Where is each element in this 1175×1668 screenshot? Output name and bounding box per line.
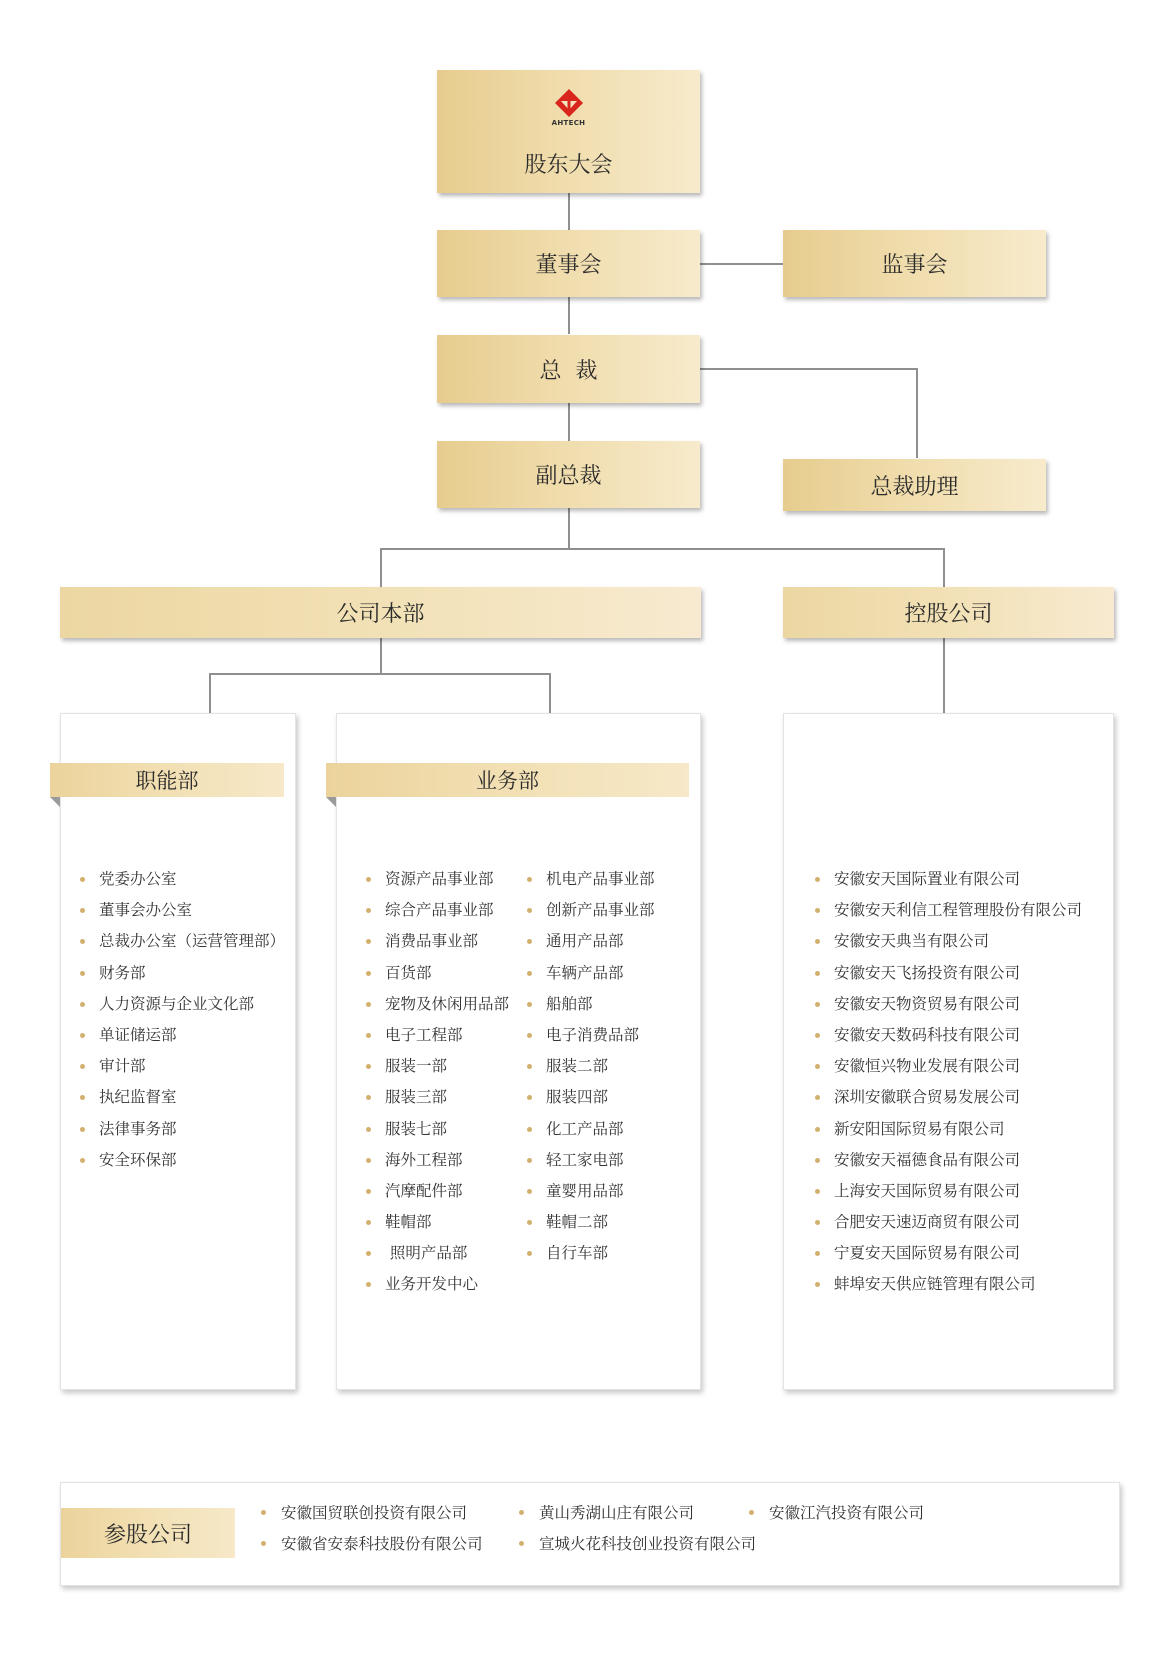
business-department-item: 化工产品部	[527, 1114, 655, 1145]
business-department-item: 消费品事业部	[366, 926, 509, 957]
holding-company-item: 新安阳国际贸易有限公司	[815, 1114, 1082, 1145]
business-department-item: 海外工程部	[366, 1145, 509, 1176]
logo-text: AHTECH	[551, 119, 586, 127]
business-department-item: 服装一部	[366, 1051, 509, 1082]
business-department-item: 服装四部	[527, 1082, 655, 1113]
business-department-item: 业务开发中心	[366, 1269, 509, 1300]
business-department-item: 车辆产品部	[527, 958, 655, 989]
connector-line	[380, 548, 945, 550]
business-department-item: 自行车部	[527, 1238, 655, 1269]
holding-company-item: 深圳安徽联合贸易发展公司	[815, 1082, 1082, 1113]
business-department-item: 鞋帽二部	[527, 1207, 655, 1238]
holding-company-item: 蚌埠安天供应链管理有限公司	[815, 1269, 1082, 1300]
connector-line	[943, 548, 945, 587]
connector-line	[943, 637, 945, 713]
business-department-item: 创新产品事业部	[527, 895, 655, 926]
functional-departments-panel	[60, 713, 296, 1390]
business-department-item: 宠物及休闲用品部	[366, 989, 509, 1020]
business-departments-title: 业务部	[326, 763, 689, 797]
holding-company-item: 上海安天国际贸易有限公司	[815, 1176, 1082, 1207]
holding-company-item: 安徽安天数码科技有限公司	[815, 1020, 1082, 1051]
business-department-item: 童婴用品部	[527, 1176, 655, 1207]
business-department-item: 服装二部	[527, 1051, 655, 1082]
holding-company-item: 安徽安天飞扬投资有限公司	[815, 958, 1082, 989]
holding-companies-list	[815, 864, 1082, 1301]
functional-department-item: 执纪监督室	[80, 1082, 285, 1113]
holding-company-item: 安徽恒兴物业发展有限公司	[815, 1051, 1082, 1082]
holding-company-item: 合肥安天速迈商贸有限公司	[815, 1207, 1082, 1238]
connector-line	[568, 402, 570, 441]
business-department-item: 服装七部	[366, 1114, 509, 1145]
functional-department-item: 法律事务部	[80, 1114, 285, 1145]
business-department-item: 电子工程部	[366, 1020, 509, 1051]
business-department-item: 船舶部	[527, 989, 655, 1020]
holding-company-item: 安徽安天物资贸易有限公司	[815, 989, 1082, 1020]
holding-company-item: 安徽安天国际置业有限公司	[815, 864, 1082, 895]
participating-companies-title: 参股公司	[61, 1508, 235, 1558]
functional-department-item: 人力资源与企业文化部	[80, 989, 285, 1020]
connector-line	[568, 192, 570, 230]
supervisors-node: 监事会	[783, 230, 1046, 297]
business-departments-list-left	[366, 864, 509, 1301]
board-node: 董事会	[437, 230, 700, 297]
participating-company-item: 安徽省安泰科技股份有限公司	[261, 1534, 483, 1554]
participating-company-item: 宣城火花科技创业投资有限公司	[519, 1534, 756, 1554]
holding-company-item: 安徽安天典当有限公司	[815, 926, 1082, 957]
connector-line	[568, 296, 570, 334]
participating-company-item: 安徽国贸联创投资有限公司	[261, 1503, 467, 1523]
holding-company-item: 安徽安天利信工程管理股份有限公司	[815, 895, 1082, 926]
functional-department-item: 安全环保部	[80, 1145, 285, 1176]
business-department-item: 服装三部	[366, 1082, 509, 1113]
connector-line	[568, 507, 570, 549]
connector-line	[916, 368, 918, 458]
holding-companies-panel	[783, 713, 1114, 1390]
connector-line	[380, 637, 382, 674]
functional-department-item: 单证储运部	[80, 1020, 285, 1051]
company-logo	[437, 88, 700, 127]
functional-department-item: 董事会办公室	[80, 895, 285, 926]
business-department-item: 电子消费品部	[527, 1020, 655, 1051]
tab-fold	[326, 797, 336, 807]
business-department-item: 轻工家电部	[527, 1145, 655, 1176]
participating-company-item: 安徽江汽投资有限公司	[749, 1503, 924, 1523]
functional-department-item: 审计部	[80, 1051, 285, 1082]
headquarters-node: 公司本部	[60, 587, 701, 638]
participating-company-item: 黄山秀湖山庄有限公司	[519, 1503, 694, 1523]
functional-department-item: 总裁办公室（运营管理部）	[80, 926, 285, 957]
president-assistant-node: 总裁助理	[783, 459, 1046, 511]
business-department-item: 百货部	[366, 958, 509, 989]
shareholders-meeting-node	[437, 70, 700, 193]
connector-line	[380, 548, 382, 587]
functional-departments-title: 职能部	[50, 763, 284, 797]
participating-companies-panel	[60, 1482, 1120, 1586]
connector-line	[549, 673, 551, 713]
shareholders-meeting-label: 股东大会	[524, 153, 613, 178]
business-department-item: 资源产品事业部	[366, 864, 509, 895]
functional-department-item: 财务部	[80, 958, 285, 989]
connector-line	[700, 368, 917, 370]
holding-companies-node: 控股公司	[783, 587, 1114, 638]
tab-fold	[50, 797, 60, 807]
vice-president-node: 副总裁	[437, 441, 700, 508]
business-department-item: 综合产品事业部	[366, 895, 509, 926]
connector-line	[209, 673, 211, 713]
functional-department-item: 党委办公室	[80, 864, 285, 895]
business-department-item: 机电产品事业部	[527, 864, 655, 895]
business-department-item: 通用产品部	[527, 926, 655, 957]
business-departments-list-right	[527, 864, 655, 1269]
business-department-item: 汽摩配件部	[366, 1176, 509, 1207]
business-department-item: 照明产品部	[366, 1238, 509, 1269]
holding-company-item: 宁夏安天国际贸易有限公司	[815, 1238, 1082, 1269]
president-node: 总 裁	[437, 335, 700, 403]
logo-mark-icon	[554, 88, 584, 118]
holding-company-item: 安徽安天福德食品有限公司	[815, 1145, 1082, 1176]
business-department-item: 鞋帽部	[366, 1207, 509, 1238]
functional-departments-list	[80, 864, 285, 1176]
business-departments-panel	[336, 713, 701, 1390]
connector-line	[700, 263, 784, 265]
connector-line	[209, 673, 551, 675]
